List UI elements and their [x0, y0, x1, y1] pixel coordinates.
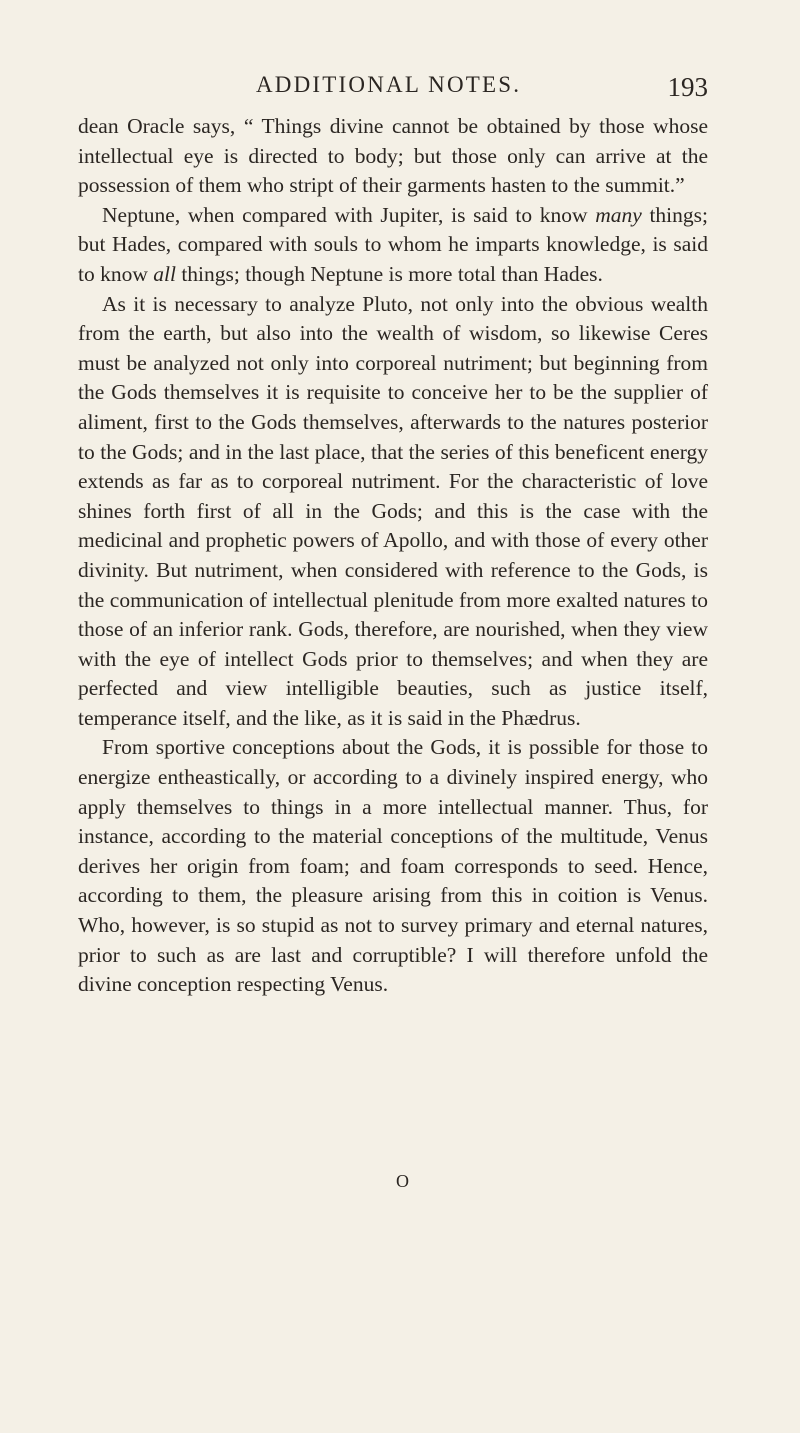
paragraph-text: things; though Neptune is more total than Hades. — [175, 261, 603, 286]
body-text — [78, 112, 708, 1000]
paragraph — [78, 201, 708, 290]
italic-text: all — [153, 261, 176, 286]
signature-mark: O — [396, 1171, 409, 1191]
running-title: ADDITIONAL NOTES. — [256, 72, 522, 97]
paragraph-text: As it is necessary to analyze Pluto, not only into the obvious wealth from the earth, but also into the wealth of wisdom, so likewise Ceres must be analyzed not only into corporeal nutriment; but beginning from the Gods themselves it is requisite to conceive her to be the supplier of aliment, first to the Gods themselves, afterwards to the natures posterior to the Gods; and in the last place, that the series of this beneficent energy extends as far as to corporeal nutriment. For the characteristic of love shines forth first of all in the Gods; and this is the case with the medicinal and prophetic powers of Apollo, and with those of every other divinity. But nutriment, when considered with reference to the Gods, is the communication of intellectual plenitude from more exalted natures to those of an inferior rank. Gods, therefore, are nourished, when they view with the eye of intellect Gods prior to themselves; and when they are perfected and view intelligible beauties, such as justice itself, temperance itself, and the like, as it is said in the Phædrus. — [78, 291, 708, 730]
paragraph-text: things; but Hades, compared with souls to whom he imparts knowledge, is said to know — [78, 202, 708, 286]
paragraph-text: dean Oracle says, “ Things divine cannot be obtained by those whose intellectual eye is directed to body; but those only can arrive at the possession of them who stript of their garments hasten to the summit.” — [78, 114, 708, 198]
paragraph-text: Neptune, when compared with Jupiter, is said to know — [102, 202, 596, 227]
paragraph — [78, 290, 708, 734]
paragraph-text: From sportive conceptions about the Gods, it is possible for those to energize entheastically, or according to a divinely inspired energy, who apply themselves to things in a more intellectual manner. Thus, for instance, according to the material conceptions of the multitude, Venus derives her origin from foam; and foam corresponds to seed. Hence, according to them, the pleasure arising from this in coition is Venus. Who, however, is so stupid as not to survey primary and eternal natures, prior to such as are last and corruptible? I will therefore unfold the divine conception respecting Venus. — [78, 735, 708, 997]
book-page — [78, 72, 708, 1191]
paragraph — [78, 733, 708, 999]
page-number: 193 — [667, 72, 708, 102]
running-head — [78, 72, 708, 112]
paragraph — [78, 112, 708, 201]
italic-text: many — [595, 202, 642, 227]
